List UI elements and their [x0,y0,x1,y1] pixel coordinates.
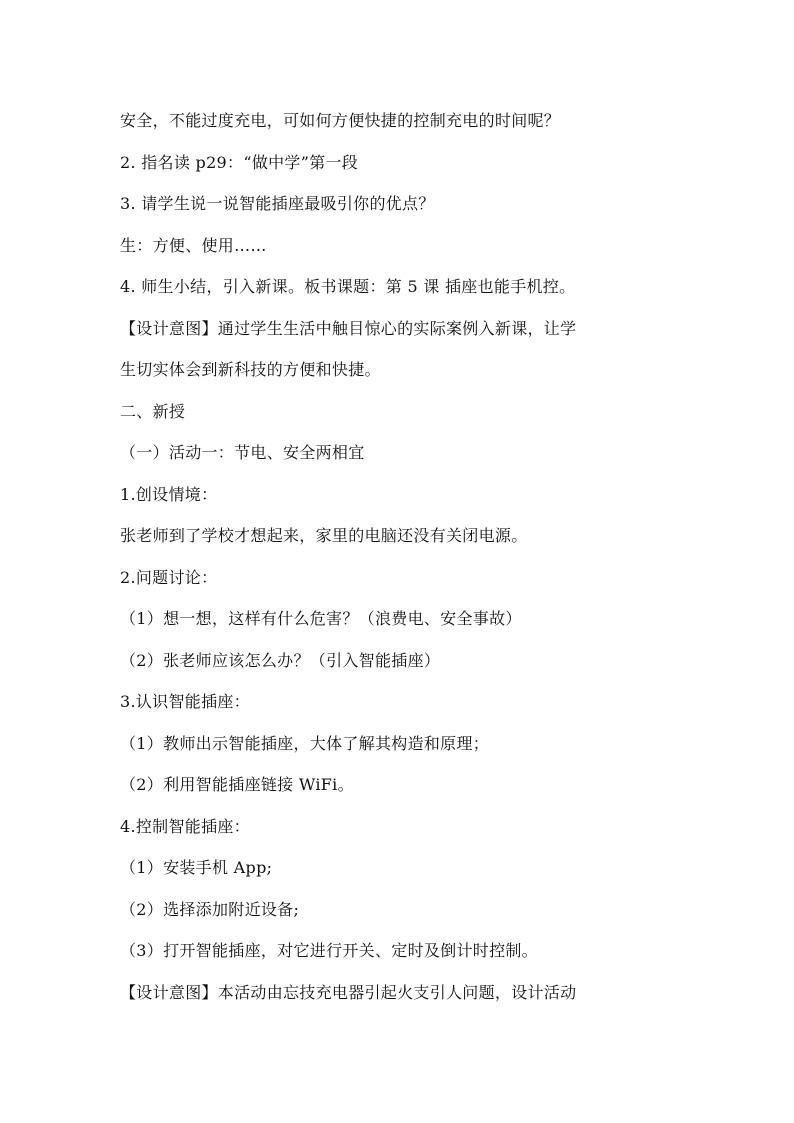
paragraph-line: 3. 请学生说一说智能插座最吸引你的优点？ [120,194,435,213]
list-item: （2）选择添加附近设备; [120,899,300,919]
paragraph-line: 安全，不能过度充电，可如何方便快捷的控制充电的时间呢？ [120,111,561,130]
list-item: （1）安装手机 App; [120,858,273,877]
step-heading: 1.创设情境： [120,484,218,504]
list-item: （2）利用智能插座链接 WiFi。 [120,775,354,794]
activity-heading: （一）活动一：节电、安全两相宜 [120,443,365,462]
paragraph-line: 生：方便、使用…… [120,235,267,255]
list-item: （1）想一想，这样有什么危害？（浪费电、安全事故） [120,609,522,628]
list-item: （3）打开智能插座，对它进行开关、定时及倒计时控制。 [120,941,538,960]
paragraph-line: 2. 指名读 p29：“做中学”第一段 [120,152,359,172]
paragraph-line: 生切实体会到新科技的方便和快捷。 [120,360,381,379]
list-item: （2）张老师应该怎么办？（引入智能插座） [120,650,441,670]
paragraph-line: 4. 师生小结，引入新课。板书课题：第 5 课 插座也能手机控。 [120,277,576,296]
step-heading: 2.问题讨论： [120,567,218,587]
design-intent-line: 【设计意图】本活动由忘技充电器引起火支引人问题，设计活动 [120,982,577,1002]
design-intent-line: 【设计意图】通过学生生活中触目惊心的实际案例入新课，让学 [120,318,577,338]
section-heading: 二、新授 [120,401,186,421]
step-heading: 4.控制智能插座： [120,816,250,836]
document-body [120,100,680,1013]
step-heading: 3.认识智能插座： [120,692,250,711]
list-item: （1）教师出示智能插座，大体了解其构造和原理； [120,733,490,753]
paragraph-line: 张老师到了学校才想起来，家里的电脑还没有关闭电源。 [120,526,528,545]
